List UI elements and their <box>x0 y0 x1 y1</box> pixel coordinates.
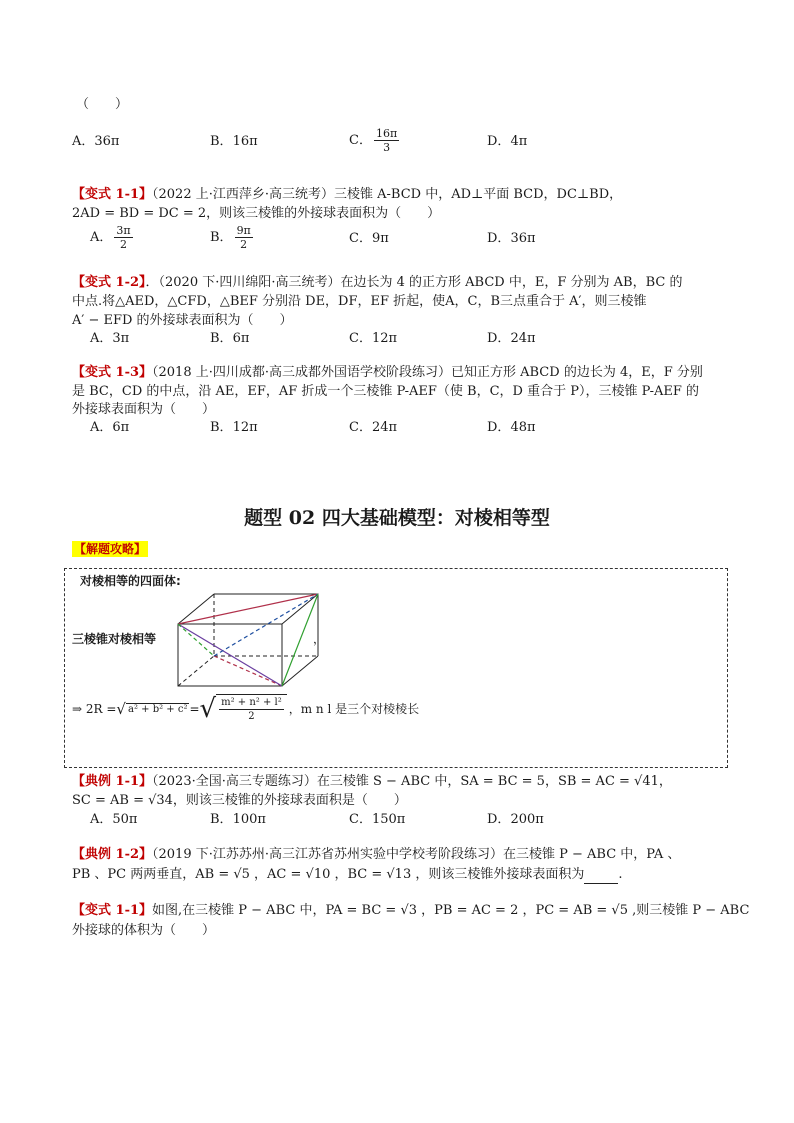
prism-figure <box>170 590 320 690</box>
option-a[interactable]: A． $\frac{3\pi}{2}$ <box>90 224 131 251</box>
option-b[interactable]: B． $\frac{9\pi}{2}$ <box>210 224 251 251</box>
option-c[interactable]: C． 9π <box>349 231 389 246</box>
option-b[interactable]: B． 6π <box>210 331 250 346</box>
example-1-2-line1: 【典例 1-2】（2019 下·江苏苏州·高三江苏省苏州实验中学校考阶段练习）在三棱锥 P − ABC 中，PA 、 <box>72 847 681 862</box>
box-title: 对棱相等的四面体: <box>80 574 181 588</box>
strategy-tag: 【解题攻略】 <box>74 542 147 556</box>
box-formula: ⇒ 2R = √ a² + b² + c² = √ m² + n² + l² 2 ，m n l 是三个对棱棱长 <box>72 693 420 724</box>
option-d[interactable]: D． 4π <box>487 134 528 149</box>
variant-1-1-options <box>0 224 794 254</box>
box-side-label: 三棱锥对棱相等 <box>72 632 157 646</box>
variant-1-1b-line1: 【变式 1-1】如图,在三棱锥 P − ABC 中，PA = BC = √3 ，PB = AC = 2 ，PC = AB = √5 ,则三棱锥 P − ABC <box>72 903 750 918</box>
variant-1-2-line2: 中点.将△AED，△CFD，△BEF 分别沿 DE，DF，EF 折起，使A，C，B三点重合于 A′，则三棱锥 <box>72 294 647 309</box>
variant-1-3-options <box>0 419 794 449</box>
example-1-1-line1: 【典例 1-1】（2023·全国·高三专题练习）在三棱锥 S − ABC 中，SA = BC = 5，SB = AC = √41， <box>72 774 672 789</box>
example-1-2-line2: PB 、PC 两两垂直，AB = √5 ，AC = √10 ，BC = √13 ，则该三棱锥外接球表面积为 . <box>72 867 623 882</box>
example-1-1-line2: SC = AB = √34，则该三棱锥的外接球表面积是（ ） <box>72 793 407 808</box>
variant-1-2-line3: A′ − EFD 的外接球表面积为（ ） <box>72 313 293 328</box>
strategy-box <box>64 568 728 768</box>
option-b[interactable]: B． 100π <box>210 812 266 827</box>
box-comma: ， <box>313 632 326 646</box>
option-a[interactable]: A． 6π <box>90 420 130 435</box>
variant-1-2-options <box>0 330 794 360</box>
variant-1-2-line1: 【变式 1-2】．（2020 下·四川绵阳·高三统考）在边长为 4 的正方形 ABCD 中，E，F 分别为 AB，BC 的 <box>72 275 683 290</box>
option-c[interactable]: C． 150π <box>349 812 406 827</box>
option-d[interactable]: D． 36π <box>487 231 536 246</box>
option-d[interactable]: D． 48π <box>487 420 536 435</box>
option-c[interactable]: C． $\frac{16\pi}{3}$ <box>349 127 398 154</box>
option-a[interactable]: A． 3π <box>90 331 130 346</box>
option-d[interactable]: D． 24π <box>487 331 536 346</box>
section-heading: 题型 02 四大基础模型：对棱相等型 <box>244 507 550 529</box>
option-b[interactable]: B． 12π <box>210 420 258 435</box>
option-d[interactable]: D． 200π <box>487 812 544 827</box>
option-b[interactable]: B． 16π <box>210 134 258 149</box>
variant-1-1-line1: 【变式 1-1】（2022 上·江西萍乡·高三统考）三棱锥 A-BCD 中，AD⊥平面 BCD，DC⊥BD， <box>72 187 623 202</box>
variant-1-3-line1: 【变式 1-3】（2018 上·四川成都·高三成都外国语学校阶段练习）已知正方形 ABCD 的边长为 4，E，F 分别 <box>72 365 703 380</box>
top-options <box>0 127 794 157</box>
example-1-1-options <box>0 811 794 841</box>
question-paren: （ ） <box>76 97 129 112</box>
variant-1-1-line2: 2AD = BD = DC = 2，则该三棱锥的外接球表面积为（ ） <box>72 206 441 221</box>
option-a[interactable]: A． 50π <box>90 812 138 827</box>
answer-blank[interactable] <box>584 871 618 884</box>
option-a[interactable]: A． 36π <box>72 134 120 149</box>
variant-1-1b-line2: 外接球的体积为（ ） <box>72 923 216 938</box>
option-c[interactable]: C． 24π <box>349 420 398 435</box>
variant-1-3-line3: 外接球表面积为（ ） <box>72 402 216 417</box>
variant-1-3-line2: 是 BC，CD 的中点，沿 AE，EF，AF 折成一个三棱锥 P-AEF（使 B，C，D 重合于 P），三棱锥 P-AEF 的 <box>72 384 700 399</box>
option-c[interactable]: C． 12π <box>349 331 398 346</box>
sqrt-abc: √ a² + b² + c² <box>116 699 188 718</box>
sqrt-mnl: √ m² + n² + l² 2 <box>200 694 287 723</box>
